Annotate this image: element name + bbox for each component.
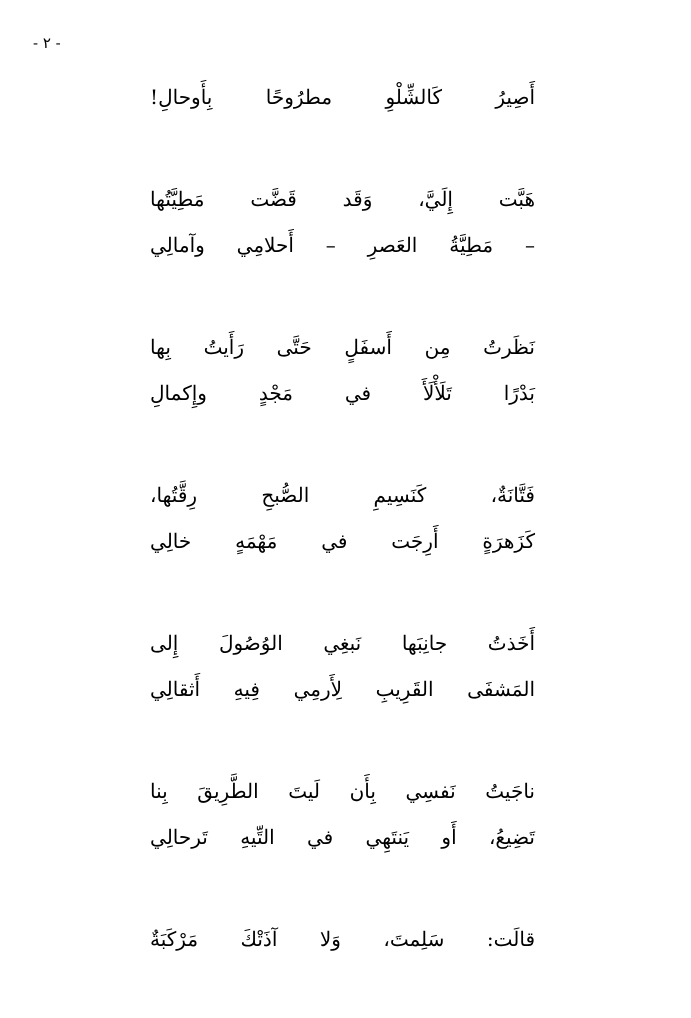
verse-word: بِنا [150,779,168,803]
verse-line [150,814,535,860]
verse-word: وَلا [319,927,341,951]
verse-word: وَقَد [342,187,373,211]
verse-word: مطرُوحًا [265,85,333,109]
verse-word: يَنتَهِي [365,825,410,849]
verse-word: نَفسِي [405,779,456,803]
verse-word: العَصرِ [367,233,418,257]
verse-word: مِن [424,335,451,359]
verse-word: أَخَذتُ [487,631,535,655]
stanza [150,74,535,120]
verse-word: – [325,233,336,257]
verse-line [150,176,535,222]
verse-word: إِلَيَّ، [418,187,453,211]
verse-word: ناجَيتُ [485,779,535,803]
stanza [150,324,535,416]
verse-word: كَنَسِيمِ [373,483,427,507]
stanza [150,768,535,860]
verse-word: لَيتَ [288,779,320,803]
verse-word: تَلَأْلَأَ [422,381,452,405]
verse-word: خالِي [150,529,192,553]
verse-line [150,666,535,712]
stanza [150,472,535,564]
verse-word: مَطِيَّتُها [150,187,205,211]
verse-word: في [306,825,334,849]
page-number: - ٢ - [33,34,61,52]
verse-word: أَرِجَت [391,529,439,553]
verse-word: مَهْمَهٍ [235,529,278,553]
verse-word: في [321,529,348,553]
verse-word: أَسفَلٍ [344,335,392,359]
stanza [150,916,535,962]
verse-word: تَرحالِي [150,825,208,849]
verse-word: أَثقالِي [150,677,201,701]
verse-word: وإِكمالِ [150,381,207,405]
verse-word: المَشفَى [467,677,535,701]
verse-word: تَضِيعُ، [488,825,535,849]
verse-word: رَأَيتُ [203,335,244,359]
verse-word: لِأَرمِي [293,677,343,701]
verse-word: القَرِيبِ [375,677,434,701]
verse-line [150,472,535,518]
verse-word: رِقَّتُها، [150,483,198,507]
verse-word: حَتَّى [276,335,312,359]
verse-word: جانِبَها [401,631,448,655]
verse-word: أَحلامِي [236,233,294,257]
verse-word: إِلى [150,631,179,655]
verse-word: مَجْدٍ [258,381,293,405]
verse-word: بِها [150,335,171,359]
verse-word: نَبغِي [323,631,362,655]
poem-body [150,74,535,1018]
verse-word: كَالشِّلْوِ [385,85,442,109]
verse-word: آذَتْكَ [240,927,278,951]
verse-word: نَظَرتُ [483,335,535,359]
verse-line [150,324,535,370]
stanza [150,620,535,712]
verse-line [150,916,535,962]
verse-line [150,370,535,416]
verse-word: الصُّبحِ [261,483,310,507]
verse-word: بَدْرًا [503,381,535,405]
verse-line [150,74,535,120]
verse-word: أَصِيرُ [495,85,535,109]
verse-word: فَتَّانَةٌ، [490,483,535,507]
verse-word: بِأَوحالِ! [150,85,213,109]
verse-word: وآمالِي [150,233,205,257]
verse-word: قالَت: [486,927,535,951]
verse-word: بِأَن [349,779,376,803]
verse-word: قَضَّت [250,187,297,211]
verse-word: كَزَهرَةٍ [482,529,535,553]
verse-word: التِّيهِ [240,825,275,849]
stanza [150,176,535,268]
verse-word: هَبَّت [498,187,535,211]
verse-word: في [344,381,372,405]
verse-word: سَلِمتَ، [383,927,445,951]
verse-word: مَرْكَبَةٌ [150,927,199,951]
verse-line [150,222,535,268]
verse-word: – [525,233,535,257]
verse-word: الطَّرِيقَ [197,779,259,803]
verse-word: الوُصُولَ [218,631,283,655]
verse-word: أَو [441,825,457,849]
verse-line [150,518,535,564]
verse-word: مَطِيَّةُ [449,233,494,257]
verse-word: فِيهِ [233,677,260,701]
verse-line [150,768,535,814]
verse-line [150,620,535,666]
